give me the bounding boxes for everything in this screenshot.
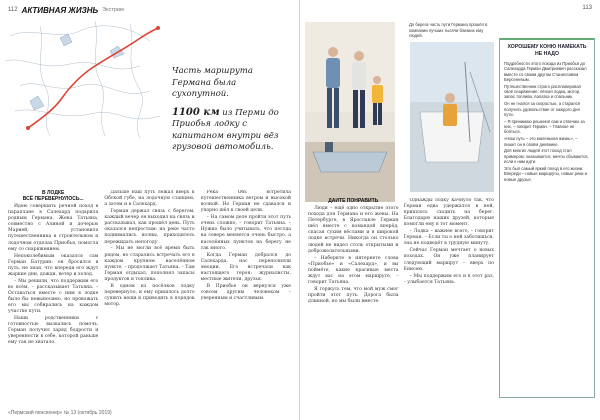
paragraph: Герман держал связь с берегом, каждый вечер он выходил на связь и рассказывал, как прошёл день. Путь оказался непростым: на реке часто поднимались волны, приходилось пережидать непогоду.: [104, 209, 195, 245]
page-number: 112: [8, 7, 18, 13]
paragraph: – На самом деле пройти этот путь очень сложно, – говорит Татьяна. – Нужно было учитывать, что погода на севере меняется очень быстро, а населённых пунктов на берегу не так много.: [200, 215, 291, 251]
page-number: 113: [582, 5, 592, 11]
paragraph: Однажды лодку качнуло так, что Герман едва удержался в ней, пришлось сходить на берег. Благодарю наших друзей, которые помогли ему в тот момент.: [403, 198, 494, 228]
section-name: Экстрим: [102, 7, 124, 13]
paragraph: – Наберите в интернете слова «Приобье» и «Салехард», и вы поймёте, какие красивые места ждут вас на этом маршруте, – говорит Татьяна.: [308, 255, 399, 285]
paragraph: Дальше наш путь лежал вверх к Обской губе, на лодочную станцию, а затем и в Салехард.: [104, 190, 195, 208]
paragraph: Когда Герман добрался до Салехарда, нас переполняли эмоции. Его встречали как настоящего героя: журналисты, местные жители, друзья.: [200, 252, 291, 282]
sidebar-title: ХОРОШЕМУ КОНЮ НАМЕКАТЬ НЕ НАДО: [507, 44, 587, 57]
article-column-1: [8, 190, 98, 402]
paragraph: Река Обь встретила путешественника ветром и высокой волной. Но Герман не сдавался и упорно шёл к своей цели.: [200, 190, 291, 214]
paragraph: В Приобье он вернулся уже совсем другим человеком – уверенным и счастливым.: [200, 283, 291, 301]
sidebar-paragraph: Он не гнался за скоростью, а старался получить удовольствие от каждого дня пути.: [504, 101, 580, 117]
article-column-5: [404, 198, 495, 402]
sidebar-text: [504, 61, 590, 182]
subhead-line-1: В ЛОДКЕ: [42, 190, 65, 196]
section-subhead: ДАЙТЕ ПОНРАВИТЬ: [328, 198, 379, 204]
photo-caption: До берега часть пути Германа прошёл в компании лучших тысячи близких ему людей.: [409, 22, 488, 38]
quote-line-1: Часть маршрута Германа была сухопутной.: [172, 66, 253, 99]
paragraph: – Мы решили, что поддержим его во всём, – рассказывает Татьяна. – Оставаться вместе с ним в лодке было бы невыносимо, но провожать его мы собирались на каждом участке пути.: [8, 278, 99, 315]
section-subhead: [8, 190, 98, 202]
sidebar-paragraph: «Наш путь – это маленькая жизнь», – пишет он в своём дневнике.: [504, 136, 578, 147]
route-quote: [172, 66, 292, 154]
paragraph: В одном из посёлков лодку перевернуло, и ему пришлось долго сушить вещи и приводить в порядок мотор.: [104, 283, 195, 308]
article-column-2: [104, 190, 194, 402]
right-page: [300, 0, 600, 420]
article-column-4: [308, 198, 399, 402]
paragraph: – Мы поддержим его и в этот раз, – улыбается Татьяна.: [403, 273, 494, 285]
quote-line-2: из Перми до Приобья лодку с капитаном внутри вёз грузовой автомобиль.: [172, 107, 279, 152]
quote-distance: 1100 км: [172, 106, 220, 118]
paragraph: Я горжусь тем, что мой муж смог пройти этот путь. Дорога была длинной, но мы были вместе.: [308, 286, 399, 304]
sidebar-paragraph: Это был самый яркий поход в его жизни. Впереди – новые маршруты, новые реки и новые друзья.: [504, 165, 587, 182]
paragraph: Сейчас Герман мечтает о новых походах. Он уже планирует следующий маршрут – вверх по Енисею.: [403, 248, 494, 272]
paragraph: Наши родственники с готовностью вызвались помочь. Герман получил заряд бодрости и уверенности в себе, которой раньше ему так не хватало.: [8, 316, 99, 346]
article-columns: [308, 198, 494, 402]
article-columns: [8, 190, 291, 402]
subhead-line-2: ВСЁ ПЕРЕВЕРНУЛОСЬ...: [22, 196, 84, 202]
paragraph: Идею совершить речной поход в параплане в Салехард подарила родным Германа. Жена Татьяна, совместно с Алиной и дочерью Марией, установила путешественника в строительном и лодочном отделах Приобья, помогла ему со снаряжением.: [8, 204, 99, 252]
article-column-3: [201, 190, 291, 402]
rubric-title: АКТИВНАЯ ЖИЗНЬ: [21, 5, 99, 15]
paragraph: Люди – ещё одно открытие этого похода для Германа и его жены. На Петербурге, в Ярославле Герман шёл вместе с командой вперёд, спасая сухим вёслами и в широкой лодке встречи. Никогда он столько людей не видел столь открытыми и доброжелательными.: [308, 206, 399, 254]
paragraph: – Мы не могли всё время быть рядом, но старались встречать его в каждом крупном населённом пункте, – продолжает Татьяна. – Там Герман отдыхал, пополнял запасы продуктов и топлива.: [104, 246, 195, 282]
sidebar-paragraph: Путешественник строго распланировал своё снаряжение: лёгкая лодка, мотор, запас топлива, палатка и спальник.: [504, 83, 582, 100]
sidebar-box: [499, 38, 595, 398]
page-header: [8, 4, 124, 16]
family-photo: [305, 22, 395, 202]
sidebar-paragraph: Для многих людей этот поход стал примером: оказывается, мечты сбываются, если к ним идти.: [504, 148, 589, 165]
paragraph: – Лодка – важнее всего, – говорит Герман. – Если ты о ней заботишься, она не подведёт в трудную минуту.: [403, 229, 494, 247]
sidebar-paragraph: – Я принимаю решения сам и отвечаю за них, – говорит Герман. – Главное не бояться.: [504, 118, 585, 135]
issue-footer: «Пермский пенсионер» № 13 (октябрь 2019): [8, 410, 112, 416]
paragraph: Непоколебимым оказался сам Герман Батурин: он бросился в путь, не зная, что впереди его ждут жаркие дни, дожди, ветер и холод.: [8, 253, 99, 277]
sidebar-paragraph: Подробности этого похода из Приобья до Салехарда Герман Дмитриевич рассказал вместе со своим другом Станиславом Берсеневым.: [504, 61, 587, 82]
boat-photo: [410, 42, 494, 192]
